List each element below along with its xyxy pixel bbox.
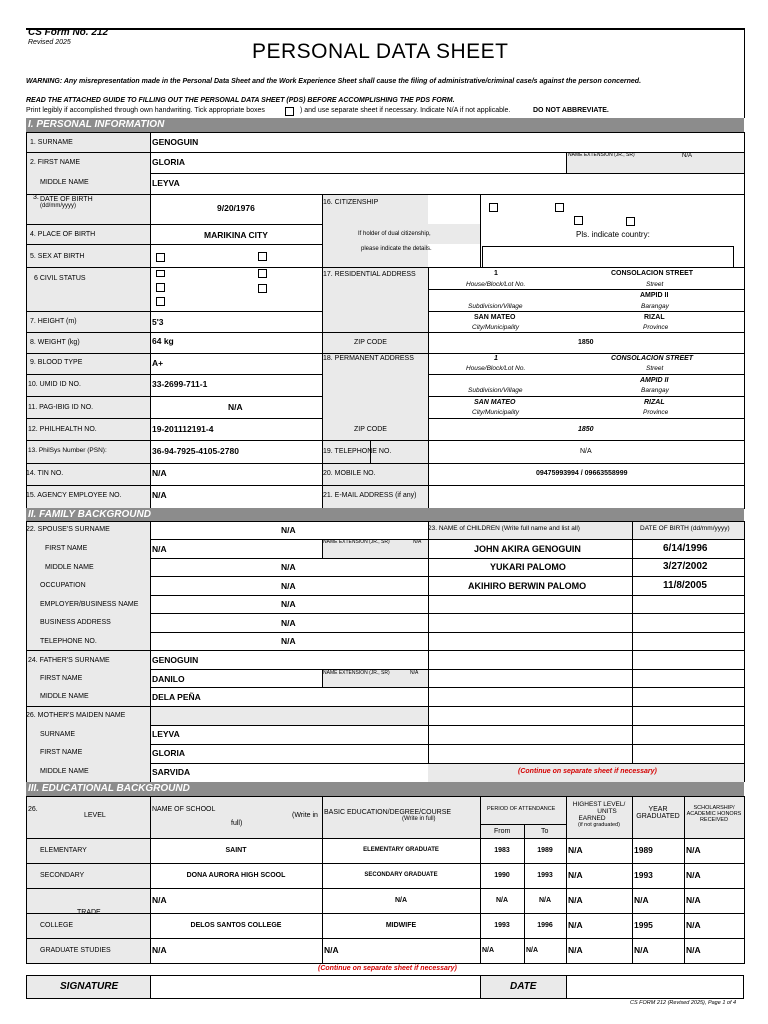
- edu-level: COLLEGE: [40, 922, 74, 929]
- res-zip-value: 1850: [578, 339, 594, 346]
- form-revision: Revised 2025: [28, 39, 71, 46]
- edu-header-scholarship-a: SCHOLARSHIP/: [693, 805, 735, 811]
- value-blood-type: A+: [152, 358, 164, 368]
- edu-school: N/A: [152, 945, 167, 955]
- value-pagibig: N/A: [228, 402, 243, 412]
- sample-tick-box: [285, 107, 294, 116]
- edu-level: GRADUATE STUDIES: [40, 947, 111, 954]
- edu-honors: N/A: [686, 895, 701, 905]
- date-field[interactable]: [567, 976, 743, 998]
- form-footer-reference: CS FORM 212 (Revised 2025), Page 1 of 4: [630, 1000, 737, 1006]
- value-mother-surname: LEYVA: [152, 729, 180, 739]
- perm-province-value: RIZAL: [644, 399, 665, 406]
- perm-zip-value: 1850: [578, 426, 594, 433]
- res-subdivision-caption: Subdivision/Village: [468, 303, 523, 310]
- signature-field[interactable]: [151, 976, 479, 998]
- perm-barangay-caption: Barangay: [641, 387, 669, 394]
- res-city-value: SAN MATEO: [474, 314, 516, 321]
- edu-header-scholarship-c: RECEIVED: [699, 817, 729, 823]
- edu-year-graduated: 1995: [634, 920, 653, 930]
- value-telephone: N/A: [580, 448, 592, 455]
- edu-school: N/A: [152, 895, 167, 905]
- value-spouse-middle-name: N/A: [281, 562, 296, 572]
- page-title: PERSONAL DATA SHEET: [252, 40, 509, 63]
- label-name-extension: NAME EXTENSION (JR., SR): [568, 152, 635, 158]
- child-dob: 11/8/2005: [663, 580, 707, 591]
- value-father-first-name: DANILO: [152, 674, 185, 684]
- edu-header-highest-b: UNITS: [597, 808, 617, 815]
- edu-course: MIDWIFE: [385, 922, 417, 929]
- edu-header-number: 26.: [28, 806, 38, 813]
- civil-single-checkbox[interactable]: [156, 270, 165, 277]
- res-province-value: RIZAL: [644, 314, 665, 321]
- do-not-abbreviate: DO NOT ABBREVIATE.: [533, 107, 609, 114]
- label-first-name: 2. FIRST NAME: [30, 159, 81, 166]
- edu-course: N/A: [324, 945, 339, 955]
- civil-widowed-checkbox[interactable]: [156, 283, 165, 292]
- perm-province-caption: Province: [643, 409, 669, 416]
- dual-by-naturalization-checkbox[interactable]: [626, 217, 635, 226]
- edu-level: ELEMENTARY: [40, 847, 87, 854]
- instructions-text-b: ) and use separate sheet if necessary. Indicate N/A if not applicable.: [300, 107, 511, 114]
- edu-course: SECONDARY GRADUATE: [364, 872, 438, 878]
- child-name: YUKARI PALOMO: [490, 562, 566, 572]
- edu-honors: N/A: [686, 920, 701, 930]
- label-blood-type: 9. BLOOD TYPE: [30, 359, 83, 366]
- dual-citizenship-note-2: please indicate the details.: [361, 246, 432, 252]
- label-surname: 1. SURNAME: [30, 139, 73, 146]
- label-res-zip: ZIP CODE: [354, 339, 387, 346]
- education-continue-note: (Continue on separate sheet if necessary): [318, 965, 457, 972]
- res-street-caption: Street: [646, 281, 664, 288]
- edu-header-course-a: BASIC EDUCATION/DEGREE/COURSE: [324, 809, 452, 816]
- label-sex: 5. SEX AT BIRTH: [30, 253, 85, 260]
- civil-other-checkbox[interactable]: [156, 297, 165, 306]
- value-dob: 9/20/1976: [217, 203, 255, 213]
- label-mother-surname: SURNAME: [40, 731, 76, 738]
- label-mother-maiden-name: 26. MOTHER'S MAIDEN NAME: [26, 712, 126, 719]
- edu-header-period: PERIOD OF ATTENDANCE: [487, 806, 556, 812]
- res-city-caption: City/Municipality: [472, 324, 519, 331]
- citizenship-filipino-checkbox[interactable]: [489, 203, 498, 212]
- value-spouse-employer: N/A: [281, 599, 296, 609]
- edu-header-to: To: [541, 828, 549, 835]
- edu-from: N/A: [482, 947, 495, 954]
- section-educational-background: III. EDUCATIONAL BACKGROUND: [26, 782, 744, 796]
- value-place-of-birth: MARIKINA CITY: [204, 230, 268, 240]
- label-permanent-address: 18. PERMANENT ADDRESS: [323, 355, 414, 362]
- civil-married-checkbox[interactable]: [258, 269, 267, 278]
- civil-separated-checkbox[interactable]: [258, 284, 267, 293]
- edu-honors: N/A: [686, 945, 701, 955]
- edu-to: 1996: [537, 922, 553, 929]
- edu-year-graduated: N/A: [634, 945, 649, 955]
- label-middle-name: MIDDLE NAME: [40, 179, 89, 186]
- edu-header-scholarship-b: ACADEMIC HONORS: [686, 811, 742, 817]
- edu-highest: N/A: [568, 945, 583, 955]
- edu-header-from: From: [494, 828, 511, 835]
- dual-by-birth-checkbox[interactable]: [574, 216, 583, 225]
- perm-city-value: SAN MATEO: [474, 399, 516, 406]
- label-telephone: 19. TELEPHONE NO.: [323, 448, 392, 455]
- label-spouse-telephone: TELEPHONE NO.: [40, 638, 97, 645]
- label-dob-number: 3.: [33, 194, 39, 201]
- edu-course: ELEMENTARY GRADUATE: [363, 847, 439, 853]
- label-father-middle-name: MIDDLE NAME: [40, 693, 89, 700]
- value-father-middle-name: DELA PEÑA: [152, 692, 201, 702]
- value-father-surname: GENOGUIN: [152, 655, 199, 665]
- label-spouse-name-ext: NAME EXTENSION (JR., SR): [323, 539, 390, 545]
- label-dob-format: (dd/mm/yyyy): [40, 203, 76, 209]
- value-mother-middle-name: SARVIDA: [152, 767, 191, 777]
- label-mother-first-name: FIRST NAME: [40, 749, 83, 756]
- label-spouse-employer: EMPLOYER/BUSINESS NAME: [40, 601, 139, 608]
- value-spouse-first-name: N/A: [152, 544, 167, 554]
- label-pagibig: 11. PAG-IBIG ID NO.: [28, 404, 94, 411]
- edu-header-level: LEVEL: [84, 812, 106, 819]
- label-place-of-birth: 4. PLACE OF BIRTH: [30, 231, 96, 238]
- label-residential-address: 17. RESIDENTIAL ADDRESS: [323, 271, 416, 278]
- edu-year-graduated: N/A: [634, 895, 649, 905]
- label-spouse-middle-name: MIDDLE NAME: [45, 564, 94, 571]
- perm-city-caption: City/Municipality: [472, 409, 519, 416]
- value-tin: N/A: [152, 468, 167, 478]
- edu-to: 1989: [537, 847, 553, 854]
- res-barangay-caption: Barangay: [641, 303, 669, 310]
- form-number: CS Form No. 212: [28, 27, 109, 38]
- edu-header-highest-a: HIGHEST LEVEL/: [572, 801, 626, 808]
- value-mobile: 09475993994 / 09663558999: [536, 470, 628, 477]
- edu-highest: N/A: [568, 870, 583, 880]
- pls-indicate-country: Pls. indicate country:: [576, 230, 650, 239]
- edu-highest: N/A: [568, 895, 583, 905]
- label-father-surname: 24. FATHER'S SURNAME: [28, 657, 110, 664]
- label-spouse-first-name: FIRST NAME: [45, 545, 88, 552]
- edu-honors: N/A: [686, 870, 701, 880]
- label-tin: 14. TIN NO.: [26, 470, 64, 477]
- edu-school: DELOS SANTOS COLLEGE: [190, 922, 282, 929]
- perm-house-value: 1: [494, 355, 498, 362]
- edu-to: N/A: [526, 947, 539, 954]
- edu-level: TRADE: [77, 909, 101, 916]
- perm-barangay-value: AMPID II: [640, 377, 669, 384]
- label-email: 21. E-MAIL ADDRESS (if any): [323, 492, 417, 499]
- label-perm-zip: ZIP CODE: [354, 426, 387, 433]
- perm-house-caption: House/Block/Lot No.: [466, 365, 526, 372]
- date-label: DATE: [510, 981, 537, 992]
- edu-school: SAINT: [225, 847, 247, 854]
- citizenship-dual-checkbox[interactable]: [555, 203, 564, 212]
- child-name: JOHN AKIRA GENOGUIN: [474, 544, 581, 554]
- edu-header-school-a: NAME OF SCHOOL: [152, 806, 216, 813]
- label-weight: 8. WEIGHT (kg): [30, 339, 80, 346]
- section-family-background: II. FAMILY BACKGROUND: [26, 508, 744, 521]
- value-spouse-telephone: N/A: [281, 636, 296, 646]
- edu-from: 1990: [494, 872, 510, 879]
- edu-course: N/A: [394, 897, 408, 904]
- res-house-caption: House/Block/Lot No.: [466, 281, 526, 288]
- value-weight: 64 kg: [152, 336, 174, 346]
- edu-header-school-b: (Write in: [292, 812, 318, 819]
- signature-label: SIGNATURE: [60, 981, 119, 992]
- value-mother-first-name: GLORIA: [152, 748, 186, 758]
- label-children: 23. NAME of CHILDREN (Write full name and list all): [428, 525, 580, 532]
- perm-street-value: CONSOLACION STREET: [611, 355, 694, 362]
- label-philsys: 13. PhilSys Number (PSN):: [28, 447, 107, 454]
- value-spouse-occupation: N/A: [281, 581, 296, 591]
- label-father-name-ext: NAME EXTENSION (JR., SR): [323, 670, 390, 676]
- value-surname: GENOGUIN: [152, 137, 199, 147]
- value-umid: 33-2699-711-1: [152, 379, 208, 389]
- edu-from: 1983: [494, 847, 510, 854]
- edu-to: 1993: [537, 872, 553, 879]
- edu-header-year-b: GRADUATED: [636, 813, 680, 820]
- res-street-value: CONSOLACION STREET: [611, 270, 694, 277]
- label-mobile: 20. MOBILE NO.: [323, 470, 376, 477]
- res-barangay-value: AMPID II: [640, 292, 669, 299]
- res-province-caption: Province: [643, 324, 669, 331]
- value-middle-name: LEYVA: [152, 178, 180, 188]
- value-spouse-name-ext: N/A: [413, 539, 422, 545]
- child-dob: 6/14/1996: [663, 543, 708, 554]
- child-name: AKIHIRO BERWIN PALOMO: [468, 581, 587, 591]
- perm-street-caption: Street: [646, 365, 664, 372]
- read-guide-text: READ THE ATTACHED GUIDE TO FILLING OUT THE PERSONAL DATA SHEET (PDS) BEFORE ACCOMPLISHING THE PDS FORM.: [26, 97, 455, 104]
- value-name-extension: N/A: [682, 153, 693, 159]
- edu-year-graduated: 1993: [634, 870, 653, 880]
- value-father-name-ext: N/A: [410, 670, 419, 676]
- label-umid: 10. UMID ID NO.: [28, 381, 81, 388]
- edu-header-course-b: (Write in full): [402, 816, 436, 822]
- edu-to: N/A: [538, 897, 552, 904]
- label-citizenship: 16. CITIZENSHIP: [323, 199, 379, 206]
- edu-highest: N/A: [568, 920, 583, 930]
- instructions-text-a: Print legibly if accomplished through own handwriting. Tick appropriate boxes: [26, 107, 265, 114]
- value-agency-no: N/A: [152, 490, 167, 500]
- dual-citizenship-note-1: If holder of dual citizenship,: [358, 231, 431, 237]
- value-first-name: GLORIA: [152, 157, 186, 167]
- res-house-value: 1: [494, 270, 498, 277]
- edu-year-graduated: 1989: [634, 845, 653, 855]
- edu-school: DONA AURORA HIGH SCOOL: [186, 872, 286, 879]
- label-dob: DATE OF BIRTH: [40, 196, 93, 203]
- value-spouse-surname: N/A: [281, 525, 296, 535]
- edu-honors: N/A: [686, 845, 701, 855]
- perm-subdivision-caption: Subdivision/Village: [468, 387, 523, 394]
- section-personal-information: I. PERSONAL INFORMATION: [26, 118, 744, 132]
- edu-highest: N/A: [568, 845, 583, 855]
- label-spouse-surname: 22. SPOUSE'S SURNAME: [26, 526, 110, 533]
- edu-from: 1993: [494, 922, 510, 929]
- label-agency-no: 15. AGENCY EMPLOYEE NO.: [26, 492, 122, 499]
- sex-female-checkbox[interactable]: [258, 252, 267, 261]
- edu-header-highest-c: EARNED: [578, 815, 606, 822]
- edu-from: N/A: [495, 897, 509, 904]
- sex-male-checkbox[interactable]: [156, 253, 165, 262]
- edu-header-school-c: full): [231, 820, 243, 827]
- warning-text: WARNING: Any misrepresentation made in the Personal Data Sheet and the Work Experience Sheet shall cause the filing of administrative/criminal case/s against the person concerned.: [26, 78, 642, 85]
- value-philsys: 36-94-7925-4105-2780: [152, 446, 239, 456]
- value-height: 5'3: [152, 317, 164, 327]
- edu-level: SECONDARY: [40, 872, 85, 879]
- label-civil-status: 6 CIVIL STATUS: [34, 275, 86, 282]
- label-spouse-occupation: OCCUPATION: [40, 582, 86, 589]
- label-philhealth: 12. PHILHEALTH NO.: [28, 426, 97, 433]
- edu-header-year-a: YEAR: [648, 806, 668, 813]
- label-spouse-business-address: BUSINESS ADDRESS: [40, 619, 111, 626]
- child-dob: 3/27/2002: [663, 561, 708, 572]
- label-children-dob: DATE OF BIRTH (dd/mm/yyyy): [640, 525, 730, 532]
- family-continue-note: (Continue on separate sheet if necessary): [518, 768, 657, 775]
- label-father-first-name: FIRST NAME: [40, 675, 83, 682]
- value-philhealth: 19-201112191-4: [152, 424, 214, 434]
- label-mother-middle-name: MIDDLE NAME: [40, 768, 89, 775]
- value-spouse-business-address: N/A: [281, 618, 296, 628]
- label-height: 7. HEIGHT (m): [30, 318, 77, 325]
- edu-header-highest-d: (if not graduated): [578, 822, 620, 828]
